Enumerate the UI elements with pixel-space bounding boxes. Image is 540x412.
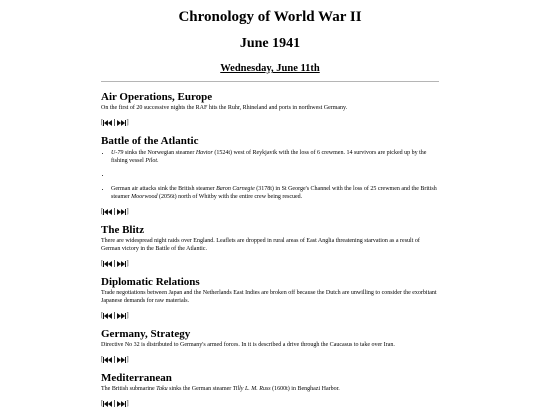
section-title: Mediterranean <box>101 372 172 384</box>
list-item <box>111 185 439 201</box>
nav-separator <box>114 119 115 126</box>
nav-bracket-close: ] <box>126 207 129 215</box>
first-previous-icon <box>103 202 112 220</box>
nav-separator <box>114 260 115 267</box>
item-text: (1524t) west of Reykjavik with the loss of 6 crewmen. 14 survivors are picked up by the fishing vessel <box>111 150 427 164</box>
nav-prev-button[interactable] <box>103 311 112 319</box>
section-title: The Blitz <box>101 224 145 236</box>
nav-controls <box>101 259 439 267</box>
nav-bracket-close: ] <box>126 118 129 126</box>
page-title: Chronology of World War II <box>178 9 362 25</box>
section-body: Trade negotiations between Japan and the Netherlands East Indies are broken off because the Dutch are unwilling to consider the exorbitant Japanese demands for raw materials. <box>101 290 437 304</box>
item-text: The British submarine <box>101 386 157 392</box>
nav-controls <box>101 399 439 407</box>
nav-controls <box>101 207 439 215</box>
section-body: Directive No 32 is distributed to Germany's armed forces. In it is described a drive through the Caucasus to take over Iran. <box>101 342 395 348</box>
section-mediterranean <box>101 372 439 407</box>
nav-prev-button[interactable] <box>103 259 112 267</box>
vessel-name: Havtor <box>195 150 213 156</box>
nav-separator <box>114 208 115 215</box>
nav-next-button[interactable] <box>117 355 129 363</box>
vessel-name: Pilot <box>145 158 158 164</box>
nav-separator <box>114 400 115 407</box>
nav-prev-button[interactable] <box>103 118 112 126</box>
date-heading: Wednesday, June 11th <box>220 63 320 74</box>
section-body: There are widespread night raids over England. Leaflets are dropped in rural areas of East Anglia threatening starvation as a result of German victory in the Battle of the Atlantic. <box>101 238 420 252</box>
nav-prev-button[interactable] <box>103 355 112 363</box>
item-text: sinks the Norwegian steamer <box>123 150 196 156</box>
nav-bracket-open: [ <box>101 207 104 215</box>
vessel-name: Baron Carnegie <box>216 186 255 192</box>
section-title: Air Operations, Europe <box>101 91 213 103</box>
nav-bracket-open: [ <box>101 355 104 363</box>
list-item-empty <box>111 171 439 179</box>
item-text: (3178t) in St George's Channel with the loss of 25 crewmen and the British steamer <box>111 186 437 200</box>
vessel-name: Taku <box>156 386 168 392</box>
nav-separator <box>114 312 115 319</box>
first-previous-icon <box>103 254 112 272</box>
first-previous-icon <box>103 394 112 412</box>
nav-bracket-open: [ <box>101 259 104 267</box>
nav-bracket-close: ] <box>126 399 129 407</box>
divider <box>101 81 439 82</box>
nav-bracket-close: ] <box>126 311 129 319</box>
next-last-icon <box>117 202 129 220</box>
section-title: Diplomatic Relations <box>101 276 200 288</box>
item-text: (1600t) in Benghazi Harbor. <box>270 386 340 392</box>
section-body: On the first of 20 successive nights the RAF hits the Ruhr, Rhineland and ports in northwest Germany. <box>101 105 348 111</box>
section-title: Germany, Strategy <box>101 328 191 340</box>
section-germany-strategy <box>101 328 439 363</box>
section-air-operations <box>101 91 439 126</box>
nav-bracket-close: ] <box>126 259 129 267</box>
next-last-icon <box>117 113 129 131</box>
nav-next-button[interactable] <box>117 311 129 319</box>
vessel-name: Tilly L. M. Russ <box>232 386 271 392</box>
first-previous-icon <box>103 306 112 324</box>
item-text: sinks the German steamer <box>167 386 233 392</box>
next-last-icon <box>117 394 129 412</box>
month-heading: June 1941 <box>239 36 301 51</box>
nav-bracket-open: [ <box>101 399 104 407</box>
vessel-name: Moorwood <box>131 194 158 200</box>
nav-controls <box>101 118 439 126</box>
first-previous-icon <box>103 113 112 131</box>
next-last-icon <box>117 254 129 272</box>
page <box>101 0 439 407</box>
nav-bracket-open: [ <box>101 118 104 126</box>
nav-next-button[interactable] <box>117 207 129 215</box>
nav-next-button[interactable] <box>117 399 129 407</box>
item-text: German air attacks sink the British steamer <box>111 186 217 192</box>
nav-separator <box>114 356 115 363</box>
list-item <box>111 149 439 165</box>
nav-bracket-open: [ <box>101 311 104 319</box>
vessel-name: U-79 <box>111 150 124 156</box>
nav-prev-button[interactable] <box>103 207 112 215</box>
first-previous-icon <box>103 350 112 368</box>
nav-prev-button[interactable] <box>103 399 112 407</box>
section-the-blitz <box>101 224 439 267</box>
item-text: (2056t) north of Whitby with the entire crew being rescued. <box>157 194 303 200</box>
nav-next-button[interactable] <box>117 118 129 126</box>
next-last-icon <box>117 350 129 368</box>
section-title: Battle of the Atlantic <box>101 135 199 147</box>
section-body <box>101 385 439 393</box>
nav-bracket-close: ] <box>126 355 129 363</box>
nav-controls <box>101 311 439 319</box>
nav-next-button[interactable] <box>117 259 129 267</box>
section-battle-of-the-atlantic <box>101 135 439 215</box>
next-last-icon <box>117 306 129 324</box>
nav-controls <box>101 355 439 363</box>
event-list <box>101 149 439 201</box>
item-text: . <box>157 158 159 164</box>
section-diplomatic-relations <box>101 276 439 319</box>
